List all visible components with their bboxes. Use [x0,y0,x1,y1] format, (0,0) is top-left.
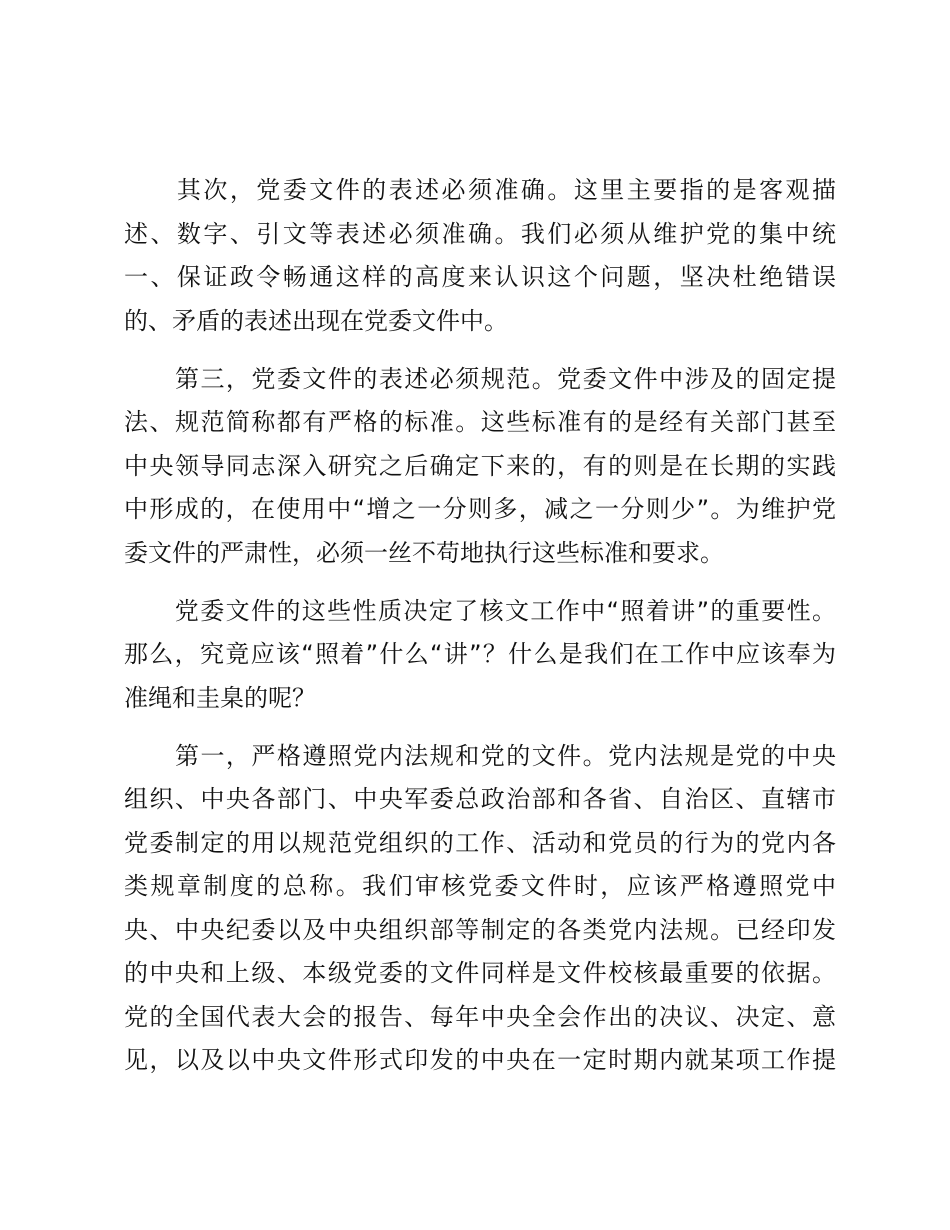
paragraph-accuracy [124,169,836,343]
text-line: 的中央和上级、本级党委的文件同样是文件校核最重要的依据。 [124,959,836,987]
text-line: 的、矛盾的表述出现在党委文件中。 [124,306,508,335]
text-line: 一、保证政令畅通这样的高度来认识这个问题，坚决杜绝错误 [124,263,836,291]
paragraph-standardization [124,358,836,576]
text-line: 其次，党委文件的表述必须准确。这里主要指的是客观描 [124,176,836,204]
text-line: 党的全国代表大会的报告、每年中央全会作出的决议、决定、意 [124,1002,836,1031]
text-line: 述、数字、引文等表述必须准确。我们必须从维护党的集中统 [124,219,836,248]
text-line: 法、规范简称都有严格的标准。这些标准有的是经有关部门甚至 [124,408,836,436]
text-line: 党委制定的用以规范党组织的工作、活动和党员的行为的党内各 [124,828,836,857]
paragraph-regulations [124,735,836,1083]
document-body [124,169,836,1097]
text-line: 委文件的严肃性，必须一丝不苟地执行这些标准和要求。 [124,538,724,567]
text-line: 第三，党委文件的表述必须规范。党委文件中涉及的固定提 [124,364,836,393]
text-line: 准绳和圭臬的呢？ [124,683,316,712]
text-line: 中央领导同志深入研究之后确定下来的，有的则是在长期的实践 [124,451,836,480]
text-line: 那么，究竟应该“照着”什么“讲”？什么是我们在工作中应该奉为 [124,640,836,668]
text-line: 第一，严格遵照党内法规和党的文件。党内法规是党的中央 [124,741,836,770]
text-line: 党委文件的这些性质决定了核文工作中“照着讲”的重要性。 [124,596,836,625]
paragraph-importance [124,590,836,721]
text-line: 央、中央纪委以及中央组织部等制定的各类党内法规。已经印发 [124,915,836,944]
text-line: 见，以及以中央文件形式印发的中央在一定时期内就某项工作提 [124,1046,836,1074]
text-line: 中形成的，在使用中“增之一分则多，减之一分则少”。为维护党 [124,495,836,523]
text-line: 组织、中央各部门、中央军委总政治部和各省、自治区、直辖市 [124,785,836,813]
text-line: 类规章制度的总称。我们审核党委文件时，应该严格遵照党中 [124,872,836,900]
